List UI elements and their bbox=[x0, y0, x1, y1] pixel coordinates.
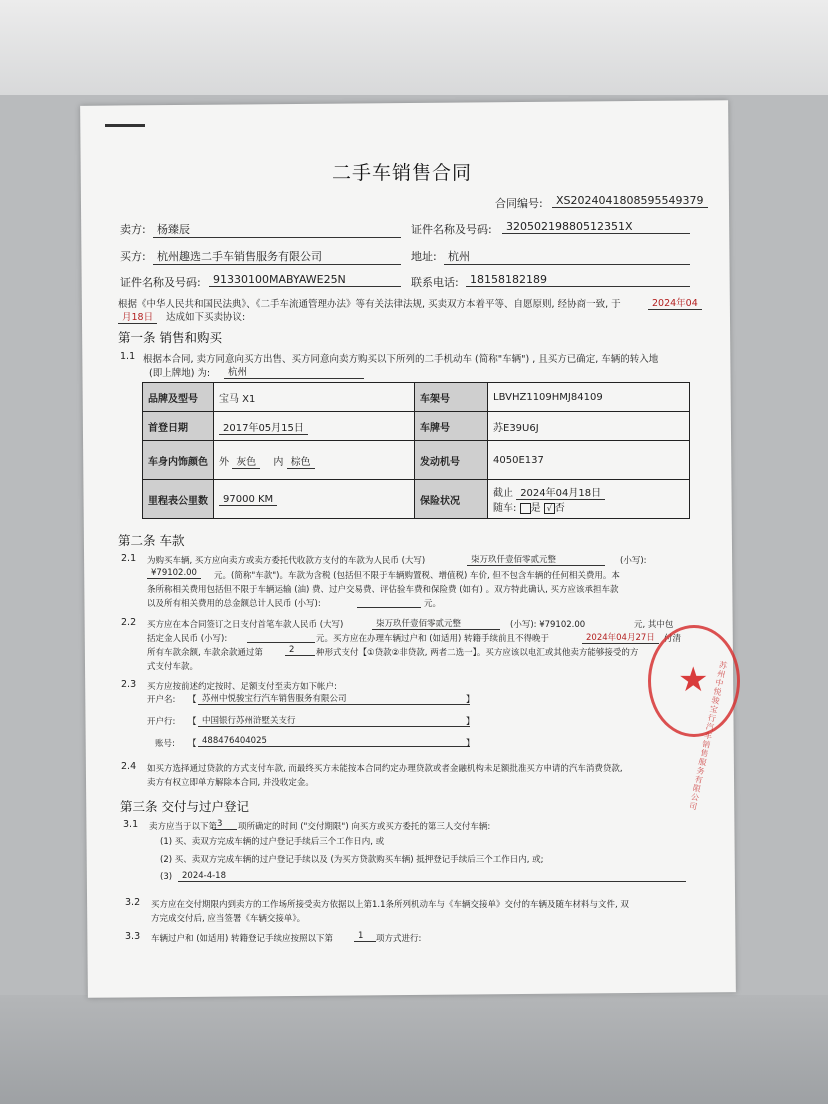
plate-value: 苏E39U6J bbox=[488, 412, 690, 441]
clause-2-2-e: 元。买方应在办理车辆过户和 (如适用) 转籍手续前且不得晚于 bbox=[316, 634, 550, 644]
clause-2-4-text: 如买方选择通过贷款的方式支付车款, 而最终买方未能按本合同约定办理贷款或者金融机构未足额批准买方申请的汽车消费贷款, bbox=[147, 764, 623, 774]
clause-2-2-i: 式支付车款。 bbox=[147, 662, 199, 672]
int-label: 内 bbox=[273, 456, 284, 468]
table-row bbox=[143, 412, 690, 441]
insurance-until: 2024年04月18日 bbox=[516, 488, 605, 500]
clause-2-2-text: 买方应在本合同签订之日支付首笔车款人民币 (大写) bbox=[147, 620, 344, 630]
bracket-left: 【 bbox=[188, 717, 197, 727]
clause-3-2-num: 3.2 bbox=[125, 897, 141, 908]
yes-label: 是 bbox=[530, 503, 541, 514]
buyer-name: 杭州趣选二手车销售服务有限公司 bbox=[153, 248, 401, 265]
seller-id-label: 证件名称及号码: bbox=[411, 223, 492, 236]
delivery-option-3: 2024-4-18 bbox=[178, 871, 686, 882]
int-color: 棕色 bbox=[287, 457, 315, 469]
plate-label: 车牌号 bbox=[415, 412, 488, 441]
article3-heading: 第三条 交付与过户登记 bbox=[120, 799, 249, 814]
clause-3-3-b: 项方式进行: bbox=[376, 934, 422, 944]
clause-2-2-g: 所有车款余额, 车款余款通过第 bbox=[147, 648, 263, 658]
color-label: 车身内饰颜色 bbox=[143, 441, 214, 480]
final-payment-date: 2024年04月27日 bbox=[582, 631, 659, 644]
delivery-option-3-label: (3) bbox=[160, 872, 173, 882]
engine-label: 发动机号 bbox=[415, 441, 488, 480]
background-bottom bbox=[0, 995, 828, 1104]
contract-no-label: 合同编号: bbox=[495, 197, 543, 210]
preamble-text: 根据《中华人民共和国民法典》、《二手车流通管理办法》等有关法律法规, 买卖双方本着平等、自愿原则, 经协商一致, 于 bbox=[118, 299, 621, 310]
table-row bbox=[143, 441, 690, 480]
article1-heading: 第一条 销售和购买 bbox=[118, 330, 222, 345]
seller-label: 卖方: bbox=[120, 223, 146, 236]
clause-2-4-text-b: 卖方有权立即单方解除本合同, 并没收定金。 bbox=[147, 778, 314, 788]
brand-label: 品牌及型号 bbox=[143, 383, 214, 412]
engine-value: 4050E137 bbox=[488, 441, 690, 480]
phone-label: 联系电话: bbox=[411, 276, 459, 289]
vin-value: LBVHZ1109HMJ84109 bbox=[488, 383, 690, 412]
contract-no: XS2024041808595549379 bbox=[552, 194, 708, 208]
clause-1-1-text-b: (即上牌地) 为: bbox=[149, 368, 211, 379]
clause-2-1-num: 2.1 bbox=[121, 553, 137, 564]
seal-text: 苏州中悦骏宝行汽车销售服务有限公司 bbox=[688, 660, 728, 812]
clause-3-1-num: 3.1 bbox=[123, 819, 139, 830]
clause-1-1-text: 根据本合同, 卖方同意向买方出售、买方同意向卖方购买以下所列的二手机动车 (简称"车辆") , 且买方已确定, 车辆的转入地 bbox=[143, 354, 659, 365]
preamble-end: 达成如下买卖协议: bbox=[166, 312, 246, 323]
insurance-cell bbox=[488, 480, 690, 519]
clause-2-1-c: 元。(简称"车款")。车款为含税 (包括但不限于车辆购置税、增值税) 车价, 但不包含车辆的任何相关费用。本 bbox=[214, 571, 620, 581]
bank-account-number: 488476404025 bbox=[198, 736, 470, 747]
bracket-right: 】 bbox=[466, 717, 475, 727]
with-car-label: 随车: bbox=[493, 503, 517, 514]
transfer-location: 杭州 bbox=[224, 364, 364, 379]
mileage-cell bbox=[214, 480, 415, 519]
brand-value: 宝马 X1 bbox=[214, 383, 415, 412]
first-payment-upper: 柒万玖仟壹佰零贰元整 bbox=[372, 617, 500, 630]
payment-way: 2 bbox=[285, 645, 315, 656]
buyer-id-label: 证件名称及号码: bbox=[120, 276, 201, 289]
insurance-until-label: 截止 bbox=[493, 488, 513, 499]
ext-label: 外 bbox=[219, 456, 229, 468]
transfer-item: 1 bbox=[354, 931, 376, 942]
total-amount-blank bbox=[357, 596, 421, 608]
article2-heading: 第二条 车款 bbox=[118, 533, 185, 548]
address: 杭州 bbox=[444, 248, 690, 265]
deposit-blank bbox=[247, 631, 315, 643]
clause-2-2-f: 付清 bbox=[664, 634, 682, 644]
table-row bbox=[143, 480, 690, 519]
table-row bbox=[143, 383, 690, 412]
bracket-left: 【 bbox=[188, 695, 197, 705]
bracket-right: 】 bbox=[466, 739, 475, 749]
clause-3-2-text: 买方应在交付期限内到卖方的工作场所接受卖方依据以上第1.1条所列机动车与《车辆交接单》交付的车辆及随车材料与文件, 双 bbox=[151, 900, 629, 910]
clause-3-1-b: 项所确定的时间 ("交付期限") 向买方或买方委托的第三人交付车辆: bbox=[238, 822, 491, 832]
with-car-row bbox=[493, 499, 684, 514]
seller-id: 32050219880512351X bbox=[502, 220, 690, 234]
reg-date-value: 2017年05月15日 bbox=[219, 423, 308, 435]
bracket-right: 】 bbox=[466, 695, 475, 705]
clause-3-3-text: 车辆过户和 (如适用) 转籍登记手续应按照以下第 bbox=[151, 934, 334, 944]
clause-2-3-text: 买方应按前述约定按时、足额支付至卖方如下帐户: bbox=[147, 682, 337, 692]
buyer-id: 91330100MABYAWE25N bbox=[209, 273, 401, 287]
seal-star-icon: ★ bbox=[678, 660, 709, 700]
clause-2-2-c: 元, 其中包 bbox=[634, 620, 674, 630]
ink-mark bbox=[105, 124, 145, 127]
vin-label: 车架号 bbox=[415, 383, 488, 412]
phone: 18158182189 bbox=[466, 273, 690, 287]
clause-2-1-f: 元。 bbox=[424, 599, 442, 609]
first-payment-lower: (小写): ¥79102.00 bbox=[510, 620, 586, 630]
clause-2-2-num: 2.2 bbox=[121, 617, 137, 628]
mileage-value: 97000 KM bbox=[219, 494, 277, 506]
reg-date-label: 首登日期 bbox=[143, 412, 214, 441]
insurance-until-row bbox=[493, 484, 684, 499]
background-top bbox=[0, 0, 828, 95]
color-cell bbox=[214, 441, 415, 480]
delivery-option-1: (1) 买、卖双方完成车辆的过户登记手续后三个工作日内, 或 bbox=[160, 837, 385, 847]
bank-branch: 中国银行苏州浒墅关支行 bbox=[198, 714, 470, 727]
insurance-label: 保险状况 bbox=[415, 480, 488, 519]
delivery-item: 3 bbox=[213, 819, 237, 830]
preamble-date-a: 2024年04 bbox=[648, 295, 702, 310]
account-label: 账号: bbox=[155, 739, 175, 749]
delivery-option-2: (2) 买、卖双方完成车辆的过户登记手续以及 (为买方贷款购买车辆) 抵押登记手续后三个工作日内, 或; bbox=[160, 855, 544, 865]
preamble-date-b: 月18日 bbox=[118, 309, 157, 324]
mileage-label: 里程表公里数 bbox=[143, 480, 214, 519]
clause-2-2-d: 括定金人民币 (小写): bbox=[147, 634, 228, 644]
ext-color: 灰色 bbox=[232, 457, 260, 469]
price-upper: 柒万玖仟壹佰零贰元整 bbox=[467, 553, 605, 566]
seller-name: 杨臻辰 bbox=[153, 221, 401, 238]
clause-3-1-text: 卖方应当于以下第 bbox=[149, 822, 218, 832]
bank-name-label: 开户名: bbox=[147, 695, 176, 705]
address-label: 地址: bbox=[411, 250, 437, 263]
clause-2-1-e: 以及所有相关费用的总金额总计人民币 (小写): bbox=[147, 599, 321, 609]
clause-2-1-b: (小写): bbox=[620, 556, 647, 566]
clause-1-1-num: 1.1 bbox=[120, 351, 136, 362]
vehicle-table bbox=[142, 382, 690, 519]
no-label: 否 bbox=[554, 503, 565, 514]
document-title: 二手车销售合同 bbox=[332, 162, 473, 184]
buyer-label: 买方: bbox=[120, 250, 146, 263]
checkbox-no[interactable]: √ bbox=[544, 503, 555, 514]
checkbox-yes[interactable] bbox=[520, 503, 531, 514]
clause-2-2-h: 种形式支付【①贷款②非贷款, 两者二选一】。买方应该以电汇或其他卖方能够接受的方 bbox=[316, 648, 639, 658]
clause-2-1-text: 为购买车辆, 买方应向卖方或卖方委托代收款方支付的车款为人民币 (大写) bbox=[147, 556, 426, 566]
clause-2-3-num: 2.3 bbox=[121, 679, 137, 690]
price-amount: ¥79102.00 bbox=[147, 568, 201, 579]
clause-3-3-num: 3.3 bbox=[125, 931, 141, 942]
reg-date-cell bbox=[214, 412, 415, 441]
clause-3-2-text-b: 方完成交付后, 应当签署《车辆交接单》。 bbox=[151, 914, 306, 924]
clause-2-1-d: 条所称相关费用包括但不限于车辆运输 (油) 费、过户交易费、评估验车费和保险费 (如有) 。双方特此确认, 买方应该承担车款 bbox=[147, 585, 619, 595]
bank-account-name: 苏州中悦骏宝行汽车销售服务有限公司 bbox=[198, 692, 470, 705]
clause-2-4-num: 2.4 bbox=[121, 761, 137, 772]
bank-label: 开户行: bbox=[147, 717, 176, 727]
bracket-left: 【 bbox=[188, 739, 197, 749]
